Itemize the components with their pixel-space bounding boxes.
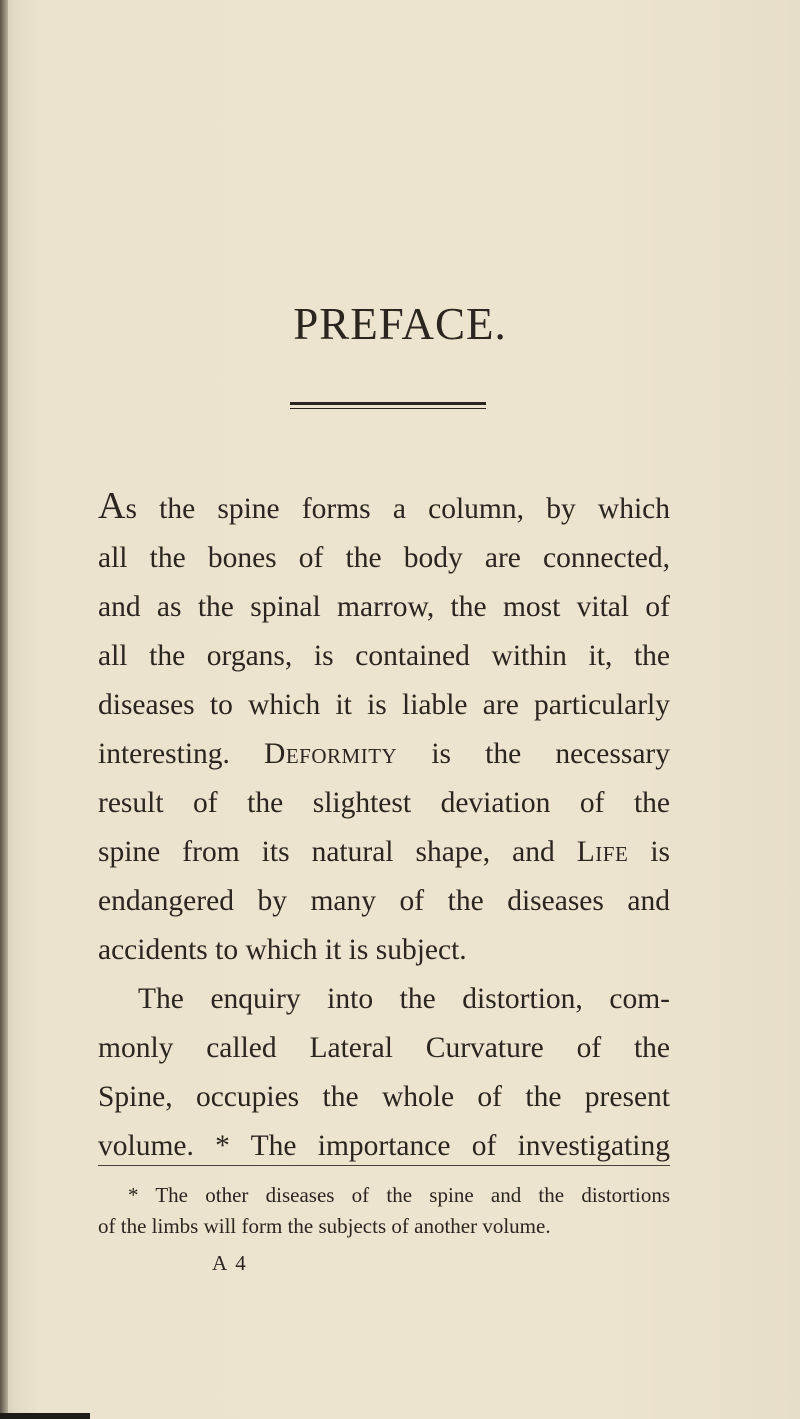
body-line-8 bbox=[98, 828, 670, 877]
term-deformity: Deformity bbox=[264, 738, 398, 770]
body-line-1-text: s the spine forms a column, by which bbox=[125, 493, 670, 525]
signature-mark: A 4 bbox=[212, 1251, 248, 1275]
body-line-2: all the bones of the body are connected, bbox=[98, 542, 670, 574]
title-rule-thick bbox=[290, 402, 486, 405]
body-line-9: endangered by many of the diseases and bbox=[98, 885, 670, 917]
binding-gutter bbox=[0, 0, 8, 1419]
body-paragraphs bbox=[98, 482, 670, 1171]
body-line-5: diseases to which it is liable are particularly bbox=[98, 689, 670, 721]
body-line-3: and as the spinal marrow, the most vital of bbox=[98, 591, 670, 623]
body-line-12: monly called Lateral Curvature of the bbox=[98, 1032, 670, 1064]
body-line-8-b: is bbox=[628, 836, 670, 868]
body-line-11: The enquiry into the distortion, com- bbox=[138, 983, 670, 1015]
body-line-10: accidents to which it is subject. bbox=[98, 934, 467, 966]
page-title: PREFACE. bbox=[293, 299, 507, 349]
body-line-4: all the organs, is contained within it, the bbox=[98, 640, 670, 672]
body-line-13: Spine, occupies the whole of the present bbox=[98, 1081, 670, 1113]
body-line-8-a: spine from its natural shape, and bbox=[98, 836, 577, 868]
footnote-line-1: * The other diseases of the spine and the distortions bbox=[128, 1183, 670, 1207]
footnote-line-2: of the limbs will form the subjects of another volume. bbox=[98, 1214, 551, 1238]
body-line-6 bbox=[98, 730, 670, 779]
initial-letter: A bbox=[98, 485, 126, 527]
footnote-rule bbox=[98, 1165, 670, 1166]
body-line-6-b: is the necessary bbox=[397, 738, 670, 770]
title-rule bbox=[290, 402, 486, 412]
binding-edge-mark bbox=[0, 1413, 90, 1419]
body-line-7: result of the slightest deviation of the bbox=[98, 787, 670, 819]
footnote bbox=[98, 1180, 670, 1242]
title-rule-thin bbox=[290, 408, 486, 409]
body-line-1 bbox=[98, 482, 670, 534]
body-line-14: volume. * The importance of investigating bbox=[98, 1130, 670, 1162]
term-life: Life bbox=[576, 836, 629, 868]
body-line-6-a: interesting. bbox=[98, 738, 265, 770]
